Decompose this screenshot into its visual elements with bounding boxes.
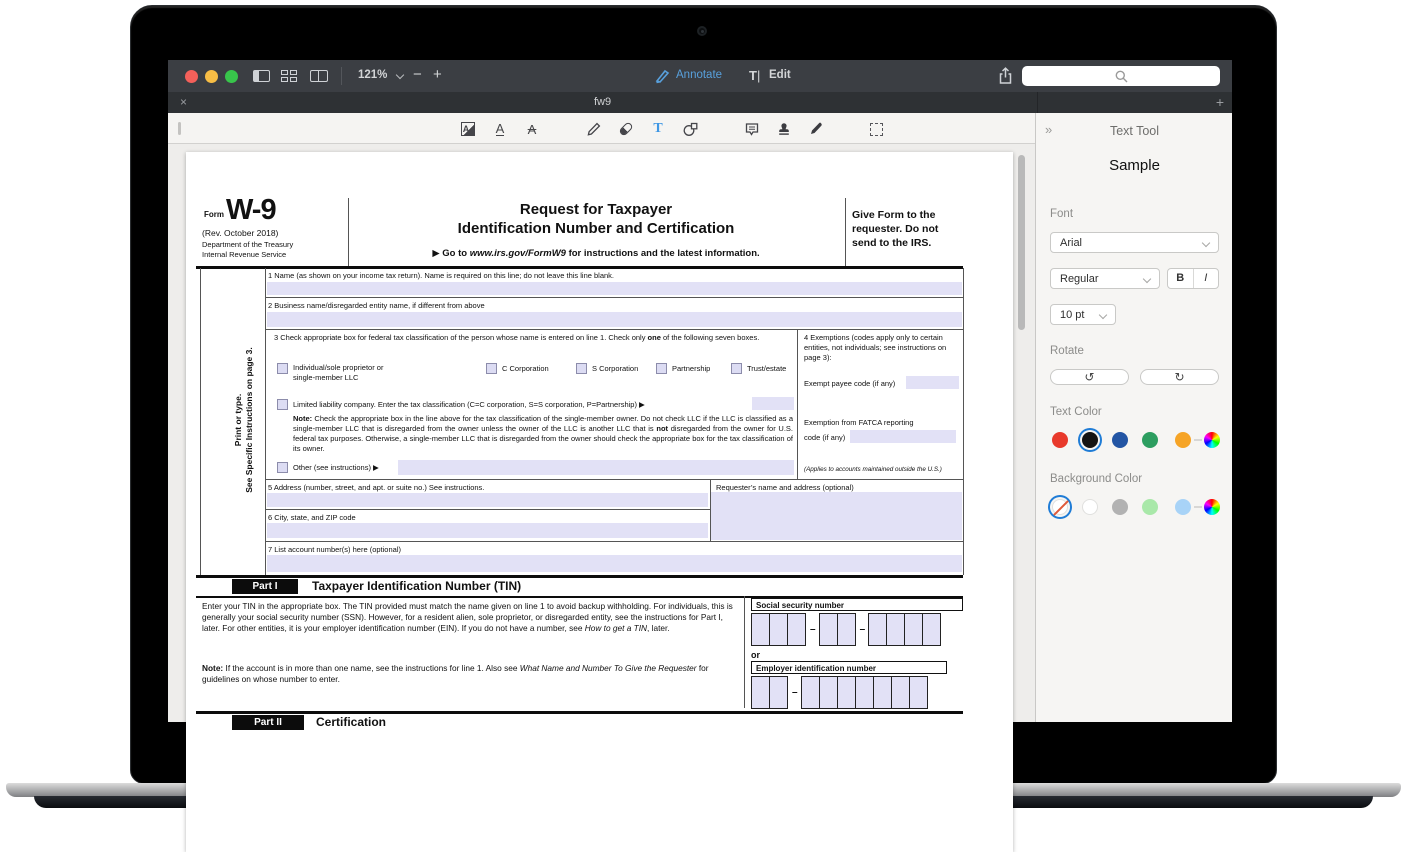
ssn-digit-cell[interactable] <box>868 613 887 646</box>
close-tab-icon[interactable]: × <box>180 95 188 109</box>
form-border-right <box>963 268 964 575</box>
bg-color-blue[interactable] <box>1175 499 1191 515</box>
llc-classification-input[interactable] <box>752 397 794 410</box>
rotate-cw-button[interactable]: ↻ <box>1140 369 1219 385</box>
form-title-line1: Request for Taxpayer <box>519 201 673 218</box>
toolbar-grip-handle[interactable] <box>178 122 181 135</box>
checkbox-partnership-label: Partnership <box>672 364 711 373</box>
chevron-down-icon <box>1143 274 1151 282</box>
ein-digit-cell[interactable] <box>801 676 820 709</box>
edit-text-icon: T| <box>749 68 761 83</box>
bold-button[interactable]: B <box>1168 269 1194 288</box>
strikethrough-text-icon[interactable]: A <box>527 121 537 137</box>
ein-digit-cell[interactable] <box>873 676 892 709</box>
pdf-app-window <box>168 60 1232 729</box>
rotate-section-label: Rotate <box>1050 345 1084 357</box>
line7-input[interactable] <box>267 555 962 572</box>
annotate-tab[interactable]: Annotate <box>676 69 723 81</box>
chevron-down-icon <box>1099 310 1107 318</box>
font-style-select[interactable]: Regular <box>1050 268 1160 289</box>
checkbox-other[interactable] <box>277 462 288 473</box>
search-icon <box>1114 69 1129 84</box>
line6-label: 6 City, state, and ZIP code <box>268 513 356 522</box>
header-divider-left <box>348 198 349 268</box>
toolbar-divider <box>341 67 342 85</box>
line6-input[interactable] <box>267 523 708 538</box>
part1-title: Taxpayer Identification Number (TIN) <box>312 579 522 593</box>
zoom-in-button[interactable]: + <box>433 66 442 83</box>
bg-color-custom-wheel[interactable] <box>1204 499 1220 515</box>
ein-digit-cell[interactable] <box>819 676 838 709</box>
title-toolbar <box>168 60 1232 92</box>
vertical-scrollbar-thumb[interactable] <box>1018 155 1025 330</box>
ssn-digit-cell[interactable] <box>819 613 838 646</box>
zoom-level-value[interactable]: 121% <box>358 69 388 81</box>
text-color-red[interactable] <box>1052 432 1068 448</box>
fatca-label1: Exemption from FATCA reporting <box>804 418 914 427</box>
text-tool-panel <box>1035 113 1232 722</box>
comment-note-icon[interactable] <box>742 119 762 139</box>
highlight-text-icon[interactable]: A <box>458 119 478 139</box>
thumbnails-view-icon[interactable] <box>281 70 297 82</box>
part1-note: Note: If the account is in more than one name, see the instructions for line 1. Also see What Name and Number To Give the Requester for guidelines on whose number to enter. <box>202 663 709 685</box>
font-size-select[interactable]: 10 pt <box>1050 304 1116 325</box>
tab-separator <box>1037 92 1038 113</box>
text-color-section-label: Text Color <box>1050 406 1102 418</box>
shapes-icon[interactable] <box>680 119 700 139</box>
ein-digit-cell[interactable] <box>891 676 910 709</box>
ein-digit-cell[interactable] <box>837 676 856 709</box>
chevron-down-icon[interactable] <box>396 71 404 79</box>
text-color-blue[interactable] <box>1112 432 1128 448</box>
applies-note: (Applies to accounts maintained outside the U.S.) <box>804 466 942 473</box>
row-line-2 <box>265 329 963 330</box>
row-line-6 <box>265 541 963 542</box>
line2-label: 2 Business name/disregarded entity name, if different from above <box>268 301 485 310</box>
italic-button[interactable]: I <box>1204 272 1208 284</box>
chevron-down-icon <box>1202 238 1210 246</box>
line3-label: 3 Check appropriate box for federal tax classification of the person whose name is entered on line 1. Check only one of the following seven boxes. <box>274 333 760 342</box>
ssn-digit-cell[interactable] <box>904 613 923 646</box>
tab-bar <box>168 92 1232 113</box>
line2-input[interactable] <box>267 312 962 327</box>
requester-label: Requester’s name and address (optional) <box>716 483 854 492</box>
line1-label: 1 Name (as shown on your income tax return). Name is required on this line; do not leave this line blank. <box>268 271 615 280</box>
col4-divider <box>797 329 798 479</box>
line1-input[interactable] <box>267 282 962 295</box>
print-or-type-strip: Print or type. See Specific Instructions on page 3. <box>233 347 255 493</box>
bg-color-gray[interactable] <box>1112 499 1128 515</box>
requester-input[interactable] <box>711 492 962 540</box>
swatch-dash <box>1194 506 1202 508</box>
rotate-ccw-button[interactable]: ↺ <box>1050 369 1129 385</box>
fatca-input[interactable] <box>850 430 956 443</box>
underline-text-icon[interactable]: A <box>495 120 505 136</box>
sidebar-toggle-icon[interactable] <box>253 70 270 82</box>
checkbox-c-corp[interactable] <box>486 363 497 374</box>
no-color-slash <box>1053 500 1069 516</box>
other-input[interactable] <box>398 460 794 475</box>
llc-note: Note: Check the appropriate box in the line above for the tax classification of the single-member owner. Do not check LLC if the LLC is classified as a single-member LLC that is disregarded from the owner unless the owner of the LLC is another LLC that is not disregarded from the owner for U.S. federal tax purposes. Otherwise, a single-member LLC that is disregarded from the owner should check the appropriate box for the tax classification of its owner. <box>293 414 793 453</box>
form-border-left <box>200 268 201 575</box>
document-view[interactable] <box>168 144 1035 729</box>
signature-pen-icon[interactable] <box>806 119 826 139</box>
form-irs: Internal Revenue Service <box>202 250 287 259</box>
checkbox-individual[interactable] <box>277 363 288 374</box>
form-number: W-9 <box>226 194 276 226</box>
new-tab-button[interactable]: + <box>1215 94 1224 110</box>
checkbox-individual-label2: single-member LLC <box>293 373 359 382</box>
exempt-payee-label: Exempt payee code (if any) <box>804 379 896 388</box>
form-goto-line: ▶ Go to www.irs.gov/FormW9 for instructions and the latest information. <box>432 248 760 259</box>
give-form-text: Give Form to the requester. Do not send to the IRS. <box>852 209 939 250</box>
checkbox-s-corp-label: S Corporation <box>592 364 639 373</box>
fatca-label2: code (if any) <box>804 433 846 442</box>
zoom-out-button[interactable]: − <box>413 66 422 83</box>
ssn-digit-cell[interactable] <box>837 613 856 646</box>
annotate-pen-icon <box>654 68 671 84</box>
ssn-digit-cell[interactable] <box>787 613 806 646</box>
ein-digit-cell[interactable] <box>909 676 928 709</box>
header-rule <box>196 266 963 269</box>
zoom-window-button[interactable] <box>225 70 238 83</box>
part1-badge: Part I <box>232 579 298 594</box>
checkbox-trust[interactable] <box>731 363 742 374</box>
form-revision: (Rev. October 2018) <box>202 228 279 238</box>
document-tab[interactable]: fw9 <box>593 96 612 108</box>
ssn-label: Social security number <box>751 598 963 611</box>
form-dept: Department of the Treasury <box>202 240 294 249</box>
line7-label: 7 List account number(s) here (optional) <box>268 545 401 554</box>
share-icon[interactable] <box>998 67 1013 85</box>
checkbox-partnership[interactable] <box>656 363 667 374</box>
webcam-lens <box>701 30 704 33</box>
part1-paragraph: Enter your TIN in the appropriate box. The TIN provided must match the name given on line 1 to avoid backup withholding. For individuals, this is generally your social security number (SSN). However, for a resident alien, sole proprietor, or disregarded entity, see the instructions for Part I, later. For other entities, it is your employer identification number (EIN). If you do not have a number, see How to get a TIN, later. <box>202 601 733 634</box>
ssn-digit-cell[interactable] <box>922 613 941 646</box>
annotation-toolbar <box>168 113 1035 144</box>
ssn-digit-cell[interactable] <box>769 613 788 646</box>
form-word: Form <box>204 210 224 219</box>
ssn-digit-cell[interactable] <box>751 613 770 646</box>
text-tool-icon-selected[interactable]: T <box>653 121 663 136</box>
row-line-3 <box>265 479 963 480</box>
tin-column-divider <box>744 596 745 708</box>
form-title-line2: Identification Number and Certification <box>457 220 735 237</box>
eraser-icon[interactable] <box>616 119 636 139</box>
row-line-5 <box>265 509 710 510</box>
part2-top-rule <box>196 711 963 714</box>
search-input[interactable] <box>1022 66 1220 86</box>
bg-color-white[interactable] <box>1082 499 1098 515</box>
row-line-1 <box>265 297 963 298</box>
or-label: or <box>751 650 760 660</box>
line5-label: 5 Address (number, street, and apt. or suite no.) See instructions. <box>268 483 485 492</box>
header-divider-right <box>845 198 846 268</box>
checkbox-individual-label1: Individual/sole proprietor or <box>293 363 384 372</box>
checkbox-s-corp[interactable] <box>576 363 587 374</box>
ein-boxes: – <box>752 676 928 709</box>
part2-title: Certification <box>316 715 387 729</box>
swatch-dash <box>1194 439 1202 441</box>
font-family-select[interactable]: Arial <box>1050 232 1219 253</box>
line5-input[interactable] <box>267 493 708 507</box>
ssn-digit-cell[interactable] <box>886 613 905 646</box>
text-color-custom-wheel[interactable] <box>1204 432 1220 448</box>
exempt-payee-input[interactable] <box>906 376 959 389</box>
panel-title: Text Tool <box>1109 124 1160 138</box>
checkbox-c-corp-label: C Corporation <box>502 364 549 373</box>
bold-italic-group <box>1167 268 1219 289</box>
part2-badge: Part II <box>232 715 304 730</box>
minimize-window-button[interactable] <box>205 70 218 83</box>
text-color-orange[interactable] <box>1175 432 1191 448</box>
bg-color-none-selected[interactable] <box>1052 499 1068 515</box>
llc-label: Limited liability company. Enter the tax classification (C=C corporation, S=S corporation, P=Partnership) ▶ <box>293 400 645 409</box>
pencil-icon[interactable] <box>584 119 604 139</box>
ein-digit-cell[interactable] <box>855 676 874 709</box>
edit-tab[interactable]: Edit <box>769 69 791 81</box>
two-page-view-icon[interactable] <box>310 70 328 82</box>
line4-label: 4 Exemptions (codes apply only to certain entities, not individuals; see instructions on page 3): <box>804 333 947 362</box>
bg-color-section-label: Background Color <box>1050 473 1143 485</box>
strip-divider <box>265 268 266 575</box>
bg-color-green[interactable] <box>1142 499 1158 515</box>
checkbox-llc[interactable] <box>277 399 288 410</box>
collapse-panel-icon[interactable]: » <box>1045 122 1053 137</box>
ein-digit-cell[interactable] <box>769 676 788 709</box>
font-section-label: Font <box>1050 208 1074 220</box>
ein-label: Employer identification number <box>751 661 947 674</box>
checkbox-trust-label: Trust/estate <box>747 364 787 373</box>
part1-top-rule <box>196 575 963 578</box>
other-label: Other (see instructions) ▶ <box>293 463 379 472</box>
text-color-black-selected[interactable] <box>1082 432 1098 448</box>
stamp-icon[interactable] <box>774 119 794 139</box>
ssn-boxes: – – <box>752 613 941 646</box>
sample-preview-text: Sample <box>1109 157 1160 174</box>
ein-digit-cell[interactable] <box>751 676 770 709</box>
text-color-green[interactable] <box>1142 432 1158 448</box>
w9-form-page <box>186 152 1013 852</box>
close-window-button[interactable] <box>185 70 198 83</box>
selection-marquee-icon[interactable] <box>866 119 886 139</box>
